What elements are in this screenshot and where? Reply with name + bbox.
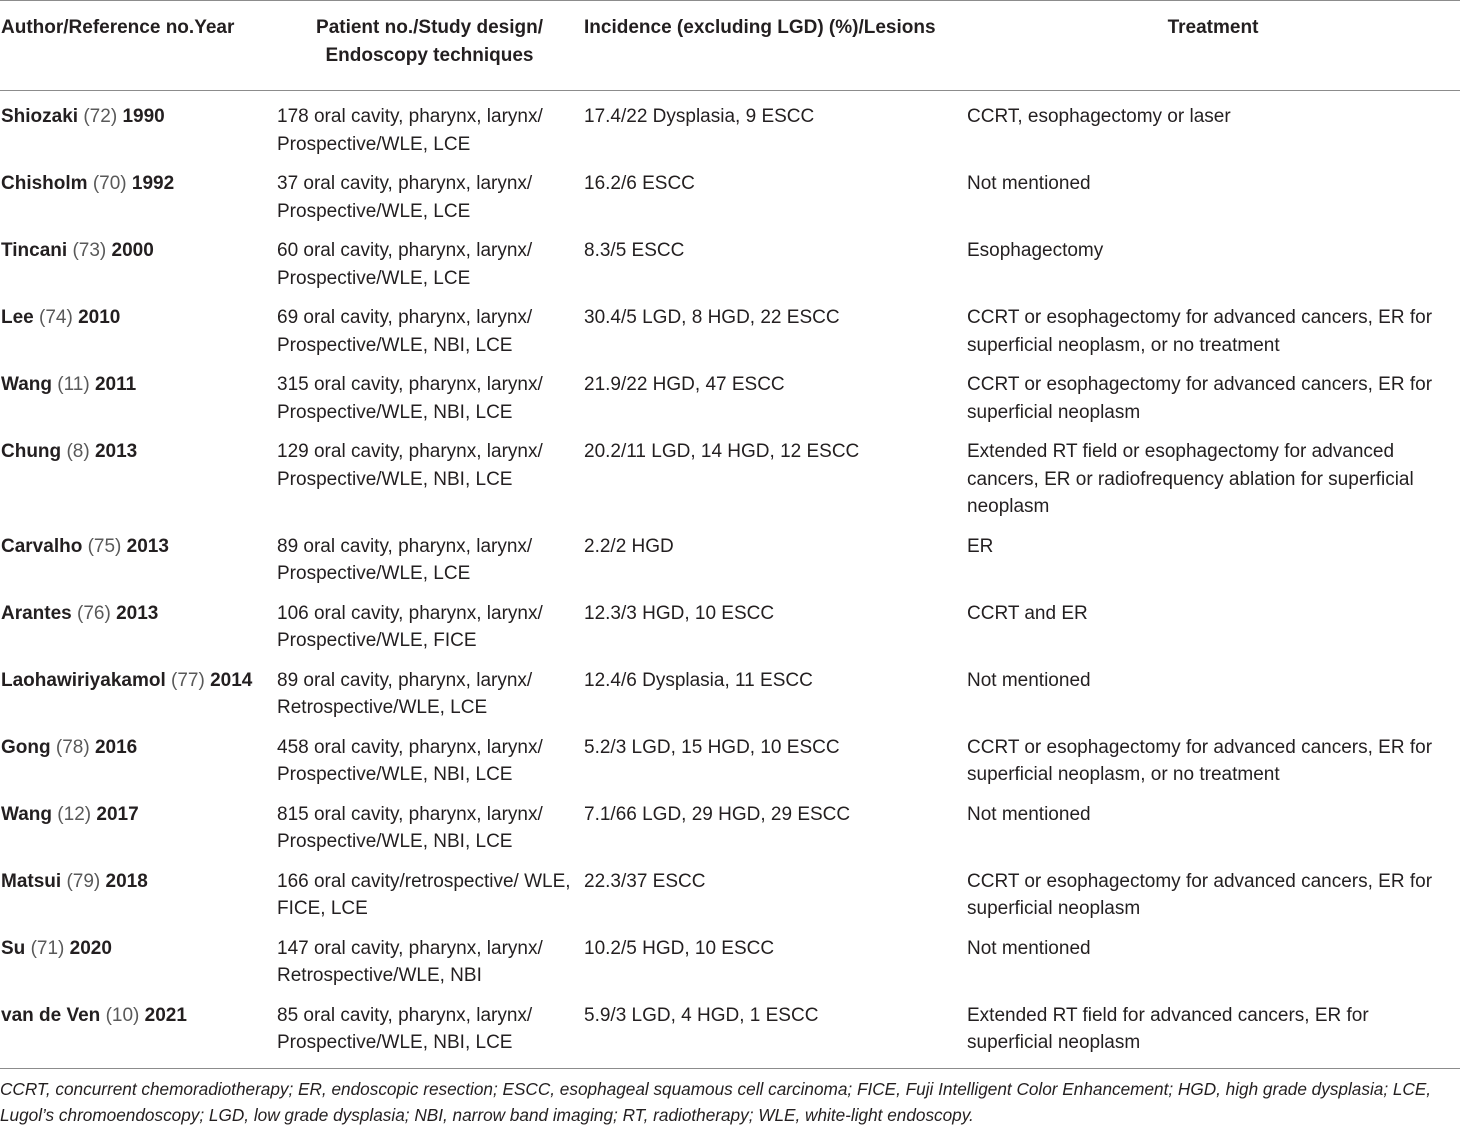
reference-number: (8) [66, 441, 90, 462]
patient-cell: 89 oral cavity, pharynx, larynx/ Prospective/WLE, LCE [277, 535, 533, 584]
incidence-cell: 5.9/3 LGD, 4 HGD, 1 ESCC [584, 1004, 819, 1026]
study-year: 2010 [78, 307, 121, 328]
incidence-cell: 2.2/2 HGD [584, 535, 674, 557]
patient-cell: 129 oral cavity, pharynx, larynx/ Prospective/WLE, NBI, LCE [277, 441, 543, 490]
patient-cell: 458 oral cavity, pharynx, larynx/ Prospective/WLE, NBI, LCE [277, 736, 543, 785]
author-name: Matsui [1, 870, 62, 892]
reference-number: (73) [72, 240, 107, 261]
study-year: 2018 [105, 870, 148, 892]
treatment-cell: CCRT or esophagectomy for advanced cancers, ER for superficial neoplasm, or no treatment [967, 736, 1433, 785]
incidence-cell: 30.4/5 LGD, 8 HGD, 22 ESCC [584, 307, 840, 328]
author-cell [0, 225, 276, 292]
treatment-cell: Extended RT field for advanced cancers, ER for superficial neoplasm [967, 1004, 1369, 1053]
author-name: Lee [1, 307, 34, 328]
study-year: 2021 [144, 1004, 187, 1026]
reference-number: (72) [83, 106, 118, 127]
reference-number: (76) [77, 602, 111, 624]
incidence-cell: 12.3/3 HGD, 10 ESCC [584, 602, 775, 624]
author-name: Chung [1, 441, 62, 462]
table-row [0, 225, 1460, 292]
incidence-cell: 10.2/5 HGD, 10 ESCC [584, 937, 775, 959]
treatment-cell: ER [967, 535, 994, 557]
author-name: Tincani [1, 240, 68, 261]
patient-cell: 85 oral cavity, pharynx, larynx/ Prospective/WLE, NBI, LCE [277, 1004, 533, 1053]
treatment-cell: CCRT or esophagectomy for advanced cancers, ER for superficial neoplasm [967, 870, 1433, 919]
treatment-cell: Not mentioned [967, 803, 1091, 825]
reference-number: (11) [57, 374, 90, 395]
study-year: 1992 [131, 173, 175, 194]
reference-number: (75) [87, 535, 122, 557]
author-name: Shiozaki [1, 106, 79, 127]
author-name: Wang [1, 803, 53, 825]
author-cell [0, 655, 276, 722]
reference-number: (10) [105, 1004, 140, 1026]
table-row [0, 588, 1460, 655]
treatment-cell: Extended RT field or esophagectomy for advanced cancers, ER or radiofrequency ablation for superficial neoplasm [967, 441, 1414, 517]
author-cell [0, 990, 276, 1069]
reference-number: (71) [30, 937, 65, 959]
study-year: 2014 [210, 669, 253, 691]
patient-cell: 815 oral cavity, pharynx, larynx/ Prospective/WLE, NBI, LCE [277, 803, 543, 852]
author-cell [0, 789, 276, 856]
reference-number: (78) [55, 736, 90, 758]
patient-cell: 69 oral cavity, pharynx, larynx/ Prospective/WLE, NBI, LCE [277, 307, 533, 356]
treatment-cell: Not mentioned [967, 669, 1091, 691]
author-cell [0, 521, 276, 588]
incidence-cell: 12.4/6 Dysplasia, 11 ESCC [584, 669, 813, 691]
author-name: Gong [1, 736, 51, 758]
treatment-cell: CCRT or esophagectomy for advanced cancers, ER for superficial neoplasm [967, 374, 1433, 423]
incidence-cell: 22.3/37 ESCC [584, 870, 706, 892]
patient-cell: 37 oral cavity, pharynx, larynx/ Prospective/WLE, LCE [277, 173, 533, 222]
table-row [0, 722, 1460, 789]
study-year: 2017 [96, 803, 139, 825]
author-cell [0, 91, 276, 159]
patient-cell: 60 oral cavity, pharynx, larynx/ Prospective/WLE, LCE [277, 240, 533, 289]
incidence-cell: 21.9/22 HGD, 47 ESCC [584, 374, 785, 395]
treatment-cell: CCRT and ER [967, 602, 1088, 624]
author-name: van de Ven [1, 1004, 101, 1026]
author-name: Laohawiriyakamol [1, 669, 166, 691]
reference-number: (70) [92, 173, 127, 194]
incidence-cell: 8.3/5 ESCC [584, 240, 685, 261]
author-cell [0, 158, 276, 225]
treatment-cell: Not mentioned [967, 937, 1091, 959]
patient-cell: 89 oral cavity, pharynx, larynx/ Retrospective/WLE, LCE [277, 669, 533, 718]
study-year: 2013 [126, 535, 169, 557]
author-cell [0, 292, 276, 359]
table-row [0, 521, 1460, 588]
reference-number: (77) [171, 669, 205, 691]
author-cell [0, 588, 276, 655]
table-row [0, 91, 1460, 159]
study-year: 2016 [94, 736, 138, 758]
reference-number: (12) [57, 803, 92, 825]
study-year: 2020 [69, 937, 112, 959]
author-cell [0, 359, 276, 426]
treatment-cell: CCRT or esophagectomy for advanced cancers, ER for superficial neoplasm, or no treatment [967, 307, 1433, 356]
header-treatment: Treatment [1167, 17, 1259, 38]
author-cell [0, 722, 276, 789]
study-year: 2013 [116, 602, 159, 624]
incidence-cell: 17.4/22 Dysplasia, 9 ESCC [584, 106, 815, 127]
author-name: Arantes [1, 602, 72, 624]
table-row [0, 426, 1460, 521]
author-name: Wang [1, 374, 53, 395]
patient-cell: 178 oral cavity, pharynx, larynx/ Prospective/WLE, LCE [277, 106, 543, 155]
table-row [0, 158, 1460, 225]
study-year: 1990 [122, 106, 165, 127]
table-row [0, 923, 1460, 990]
treatment-cell: Not mentioned [967, 173, 1091, 194]
patient-cell: 106 oral cavity, pharynx, larynx/ Prospective/WLE, FICE [277, 602, 543, 651]
table-row [0, 856, 1460, 923]
incidence-cell: 16.2/6 ESCC [584, 173, 695, 194]
incidence-cell: 7.1/66 LGD, 29 HGD, 29 ESCC [584, 803, 851, 825]
study-year: 2011 [94, 374, 137, 395]
incidence-cell: 5.2/3 LGD, 15 HGD, 10 ESCC [584, 736, 840, 758]
patient-cell: 315 oral cavity, pharynx, larynx/ Prospective/WLE, NBI, LCE [277, 374, 543, 423]
table-row [0, 655, 1460, 722]
header-incidence: Incidence (excluding LGD) (%)/Lesions [584, 17, 936, 38]
author-cell [0, 426, 276, 521]
table-row [0, 292, 1460, 359]
treatment-cell: CCRT, esophagectomy or laser [967, 106, 1231, 127]
footnote: CCRT, concurrent chemoradiotherapy; ER, endoscopic resection; ESCC, esophageal squamous cell carcinoma; FICE, Fuji Intelligent Color Enhancement; HGD, high grade dysplasia; LCE, Lugol’s chromoendoscopy; LGD, low grade dysplasia; NBI, narrow band imaging; RT, radiotherapy; WLE, white-light endoscopy. [0, 1078, 1432, 1125]
author-name: Chisholm [1, 173, 88, 194]
header-author: Author/Reference no.Year [1, 17, 235, 38]
table-row [0, 990, 1460, 1069]
patient-cell: 147 oral cavity, pharynx, larynx/ Retrospective/WLE, NBI [277, 937, 543, 986]
table-row [0, 789, 1460, 856]
footnote-row [0, 1068, 1460, 1128]
patient-cell: 166 oral cavity/retrospective/ WLE, FICE, LCE [277, 870, 571, 919]
author-name: Su [1, 937, 26, 959]
table-row [0, 359, 1460, 426]
header-patient: Patient no./Study design/ Endoscopy techniques [316, 17, 543, 66]
author-name: Carvalho [1, 535, 83, 557]
treatment-cell: Esophagectomy [967, 240, 1104, 261]
study-year: 2000 [111, 240, 154, 261]
reference-number: (74) [39, 307, 73, 328]
header-row [0, 1, 1460, 91]
reference-number: (79) [66, 870, 101, 892]
study-year: 2013 [94, 441, 138, 462]
author-cell [0, 856, 276, 923]
incidence-cell: 20.2/11 LGD, 14 HGD, 12 ESCC [584, 441, 860, 462]
author-cell [0, 923, 276, 990]
